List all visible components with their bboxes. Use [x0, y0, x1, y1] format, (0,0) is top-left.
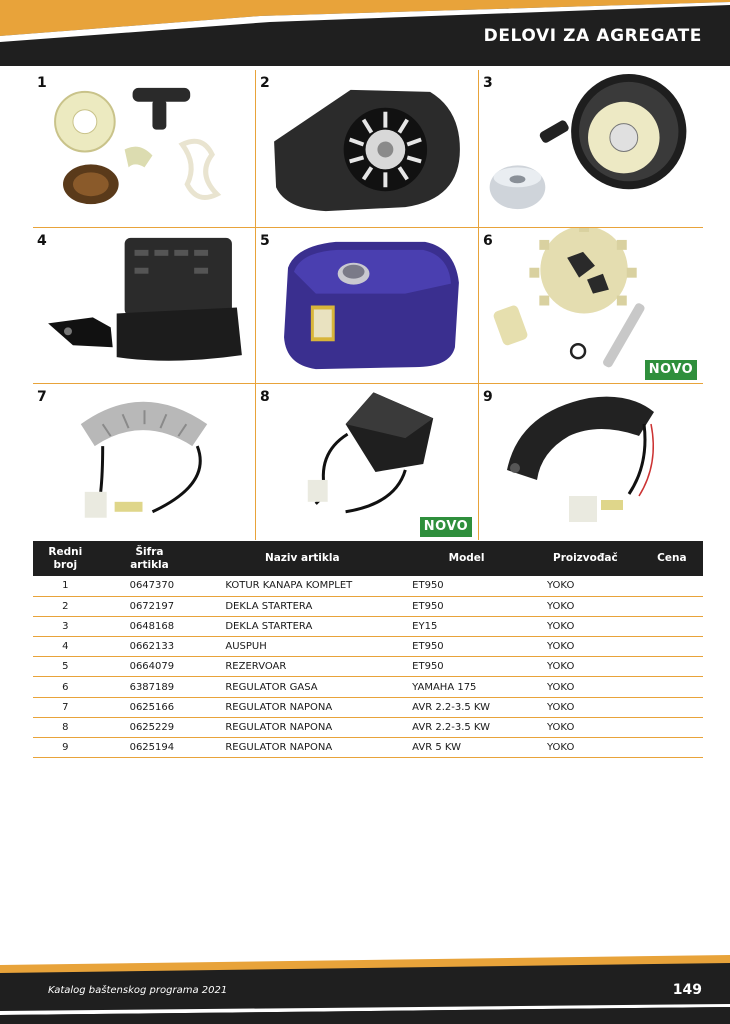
cell-proizvodjac: YOKO [530, 657, 641, 677]
product-cell-6[interactable] [479, 228, 703, 384]
cell-cena [641, 596, 703, 616]
header-redni-broj: Redni broj [48, 545, 83, 571]
cell-proizvodjac: YOKO [530, 576, 641, 596]
cell-proizvodjac: YOKO [530, 637, 641, 657]
cell-redni: 5 [33, 657, 98, 677]
cell-cena [641, 697, 703, 717]
table-row [33, 637, 703, 657]
cell-naziv: KOTUR KANAPA KOMPLET [201, 576, 403, 596]
cell-sifra: 0625194 [98, 738, 202, 758]
cell-sifra: 0664079 [98, 657, 202, 677]
cell-model: ET950 [403, 637, 530, 657]
cell-proizvodjac: YOKO [530, 677, 641, 697]
cell-naziv: REGULATOR NAPONA [201, 697, 403, 717]
table-row [33, 677, 703, 697]
cell-cena [641, 738, 703, 758]
cell-model: ET950 [403, 576, 530, 596]
header-model: Model [448, 552, 485, 564]
cell-naziv: DEKLA STARTERA [201, 616, 403, 636]
cell-sifra: 0647370 [98, 576, 202, 596]
table-row [33, 657, 703, 677]
cell-proizvodjac: YOKO [530, 616, 641, 636]
cell-model: AVR 2.2-3.5 KW [403, 697, 530, 717]
cell-sifra: 0625229 [98, 717, 202, 737]
table-row [33, 717, 703, 737]
cell-redni: 8 [33, 717, 98, 737]
product-number: 7 [37, 389, 47, 405]
cell-proizvodjac: YOKO [530, 596, 641, 616]
product-number: 9 [483, 389, 493, 405]
catalog-name: Katalog baštenskog programa 2021 [48, 985, 228, 996]
cell-model: AVR 2.2-3.5 KW [403, 717, 530, 737]
cell-proizvodjac: YOKO [530, 697, 641, 717]
cell-model: ET950 [403, 657, 530, 677]
product-number: 4 [37, 233, 47, 249]
muffler-icon [33, 228, 255, 383]
parts-table [33, 541, 703, 758]
product-cell-2[interactable] [256, 70, 479, 228]
product-number: 2 [260, 75, 270, 91]
cell-naziv: REGULATOR GASA [201, 677, 403, 697]
starter-cover-icon [256, 70, 478, 227]
product-number: 6 [483, 233, 493, 249]
cell-redni: 3 [33, 616, 98, 636]
cell-redni: 4 [33, 637, 98, 657]
product-grid [33, 70, 703, 540]
product-number: 1 [37, 75, 47, 91]
cell-cena [641, 576, 703, 596]
table-row [33, 616, 703, 636]
page-title: DELOVI ZA AGREGATE [483, 26, 702, 46]
product-cell-3[interactable] [479, 70, 703, 228]
page-number: 149 [672, 982, 702, 998]
cell-proizvodjac: YOKO [530, 717, 641, 737]
cell-naziv: REGULATOR NAPONA [201, 717, 403, 737]
product-number: 8 [260, 389, 270, 405]
product-cell-1[interactable] [33, 70, 256, 228]
header-sifra-artikla: Šifra artikla [130, 545, 169, 571]
recoil-starter-kit-icon [33, 70, 255, 227]
novo-badge: NOVO [644, 359, 698, 381]
cell-sifra: 6387189 [98, 677, 202, 697]
cell-cena [641, 657, 703, 677]
cell-model: ET950 [403, 596, 530, 616]
cell-naziv: REGULATOR NAPONA [201, 738, 403, 758]
cell-model: EY15 [403, 616, 530, 636]
cell-naziv: AUSPUH [201, 637, 403, 657]
cell-cena [641, 677, 703, 697]
cell-naziv: REZERVOAR [201, 657, 403, 677]
cell-naziv: DEKLA STARTERA [201, 596, 403, 616]
table-header-row [33, 541, 703, 576]
header-cena: Cena [657, 552, 687, 564]
product-number: 3 [483, 75, 493, 91]
cell-redni: 1 [33, 576, 98, 596]
avr-regulator-icon [33, 384, 255, 540]
table-row [33, 738, 703, 758]
cell-redni: 2 [33, 596, 98, 616]
cell-sifra: 0648168 [98, 616, 202, 636]
cell-model: YAMAHA 175 [403, 677, 530, 697]
cell-redni: 7 [33, 697, 98, 717]
cell-redni: 6 [33, 677, 98, 697]
cell-cena [641, 616, 703, 636]
avr-regulator-black-icon [479, 384, 703, 540]
cell-sifra: 0662133 [98, 637, 202, 657]
cell-cena [641, 717, 703, 737]
table-row [33, 596, 703, 616]
header-proizvodjac: Proizvođač [553, 552, 618, 564]
table-row [33, 697, 703, 717]
product-cell-7[interactable] [33, 384, 256, 540]
cell-model: AVR 5 KW [403, 738, 530, 758]
cell-redni: 9 [33, 738, 98, 758]
header-naziv-artikla: Naziv artikla [264, 552, 340, 564]
product-cell-9[interactable] [479, 384, 703, 540]
cell-sifra: 0625166 [98, 697, 202, 717]
fuel-tank-icon [256, 228, 478, 383]
cell-proizvodjac: YOKO [530, 738, 641, 758]
cell-sifra: 0672197 [98, 596, 202, 616]
product-cell-4[interactable] [33, 228, 256, 384]
product-cell-5[interactable] [256, 228, 479, 384]
product-number: 5 [260, 233, 270, 249]
starter-cover-cup-icon [479, 70, 703, 227]
product-cell-8[interactable] [256, 384, 479, 540]
cell-cena [641, 637, 703, 657]
table-row [33, 576, 703, 596]
novo-badge: NOVO [419, 516, 473, 538]
